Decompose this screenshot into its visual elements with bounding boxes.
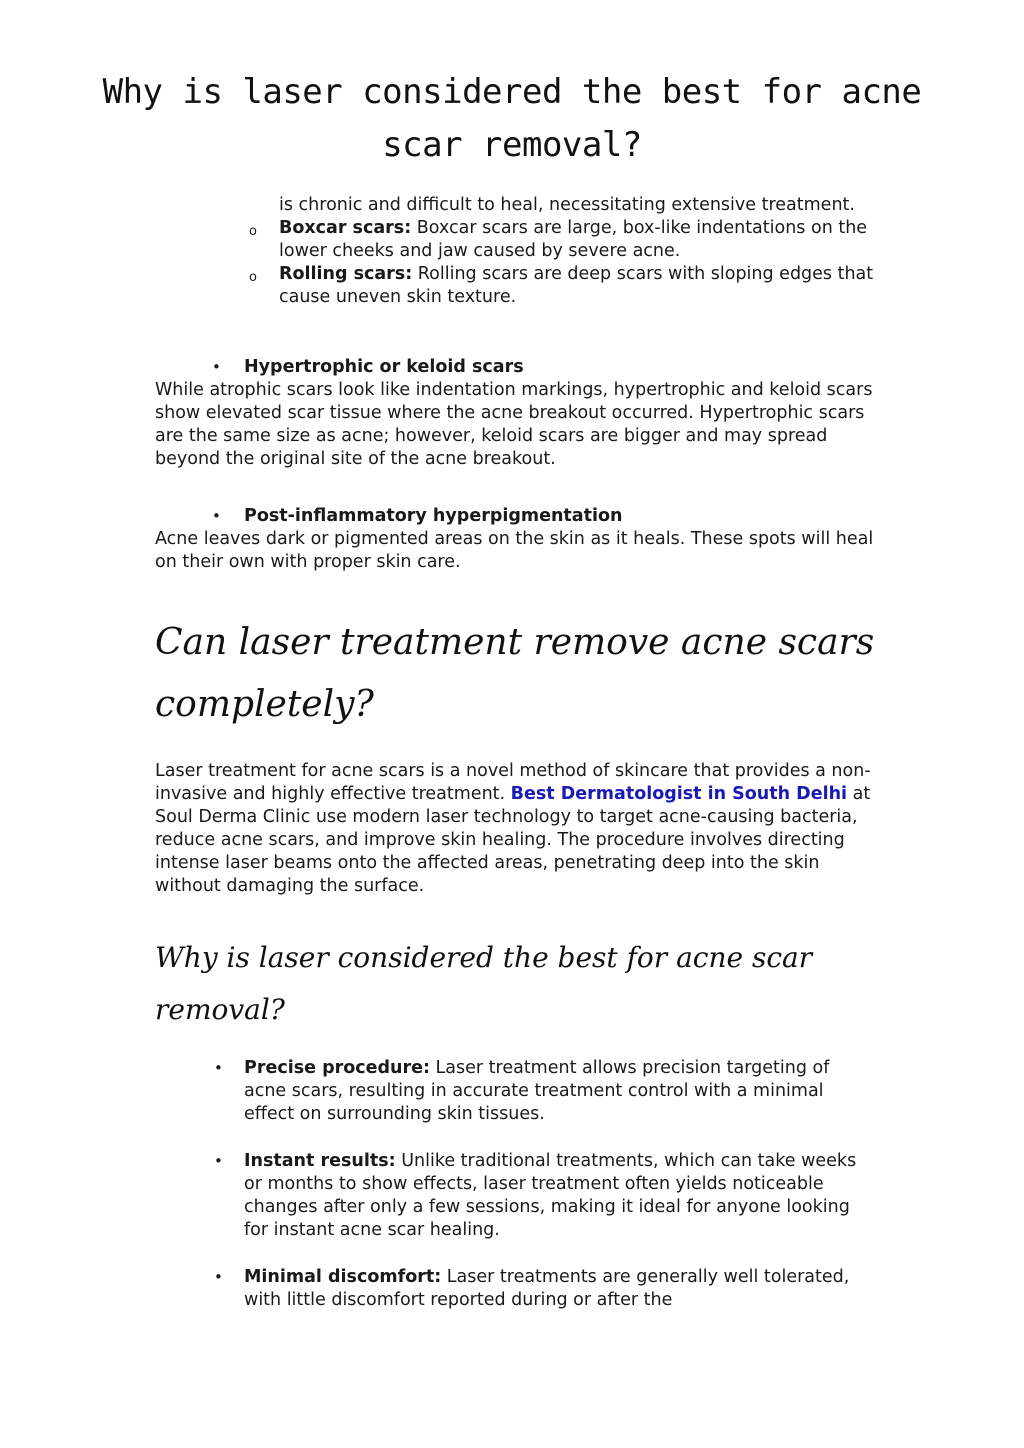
section-heading-laser-complete: Can laser treatment remove acne scars completely? [155,622,875,725]
section-heading-why-laser: Why is laser considered the best for acne scar removal? [155,941,813,1026]
sublist-continuation: is chronic and difficult to heal, necessitating extensive treatment. [279,195,855,215]
bullet-icon: • [214,1152,223,1170]
bullet-icon: • [214,1059,223,1077]
pih-text: Acne leaves dark or pigmented areas on the skin as it heals. These spots will heal on their own with proper skin care. [155,529,874,572]
sublist-text: Rolling scars are deep scars with sloping edges that cause uneven skin texture. [279,264,874,307]
sublist-item-rolling [246,263,886,309]
dermatologist-link[interactable]: Best Dermatologist in South Delhi [510,784,848,804]
hypertrophic-heading-text: Hypertrophic or keloid scars [244,357,524,377]
page-title: Why is laser considered the best for acne scar removal? [102,72,922,165]
benefit-item-precise [212,1057,872,1126]
sublist-term: Boxcar scars: [279,218,412,238]
benefit-term: Precise procedure: [244,1058,430,1078]
benefit-term: Minimal discomfort: [244,1267,442,1287]
benefit-term: Instant results: [244,1151,396,1171]
sub-bullet-icon: o [249,224,257,239]
benefit-text: Laser treatment allows precision targeting of acne scars, resulting in accurate treatment control with a minimal effect on surrounding skin tissues. [244,1058,830,1124]
hypertrophic-text: While atrophic scars look like indentation markings, hypertrophic and keloid scars show elevated scar tissue where the acne breakout occurred. Hypertrophic scars are the same size as acne; however, keloid scars are bigger and may spread beyond the original site of the acne breakout. [155,380,873,469]
benefit-item-discomfort [212,1266,872,1312]
benefit-item-instant [212,1150,872,1242]
pih-heading-text: Post-inflammatory hyperpigmentation [244,506,623,526]
section2-paragraph: Laser treatment for acne scars is a novel method of skincare that provides a non-invasive and highly effective treatment. Best Dermatologist in South Delhi at Soul Derma Clinic use modern laser technology to target acne-causing bacteria, reduce acne scars, and improve skin healing. The procedure involves directing intense laser beams onto the affected areas, penetrating deep into the skin without damaging the surface. [155,761,871,896]
sublist-term: Rolling scars: [279,264,413,284]
sublist-text: Boxcar scars are large, box-like indentations on the lower cheeks and jaw caused by severe acne. [279,218,868,261]
bullet-icon: • [212,358,221,376]
benefit-text: Laser treatments are generally well tolerated, with little discomfort reported during or after the [244,1267,850,1310]
scar-type-sublist [246,194,886,309]
bullet-icon: • [212,507,221,525]
sublist-item-boxcar [246,217,886,263]
bullet-icon: • [214,1268,223,1286]
sub-bullet-icon: o [249,270,257,285]
benefit-text: Unlike traditional treatments, which can take weeks or months to show effects, laser treatment often yields noticeable changes after only a few sessions, making it ideal for anyone looking for instant acne scar healing. [244,1151,857,1240]
pih-heading [212,505,872,528]
hypertrophic-heading [212,356,872,379]
benefits-list [212,1057,872,1312]
